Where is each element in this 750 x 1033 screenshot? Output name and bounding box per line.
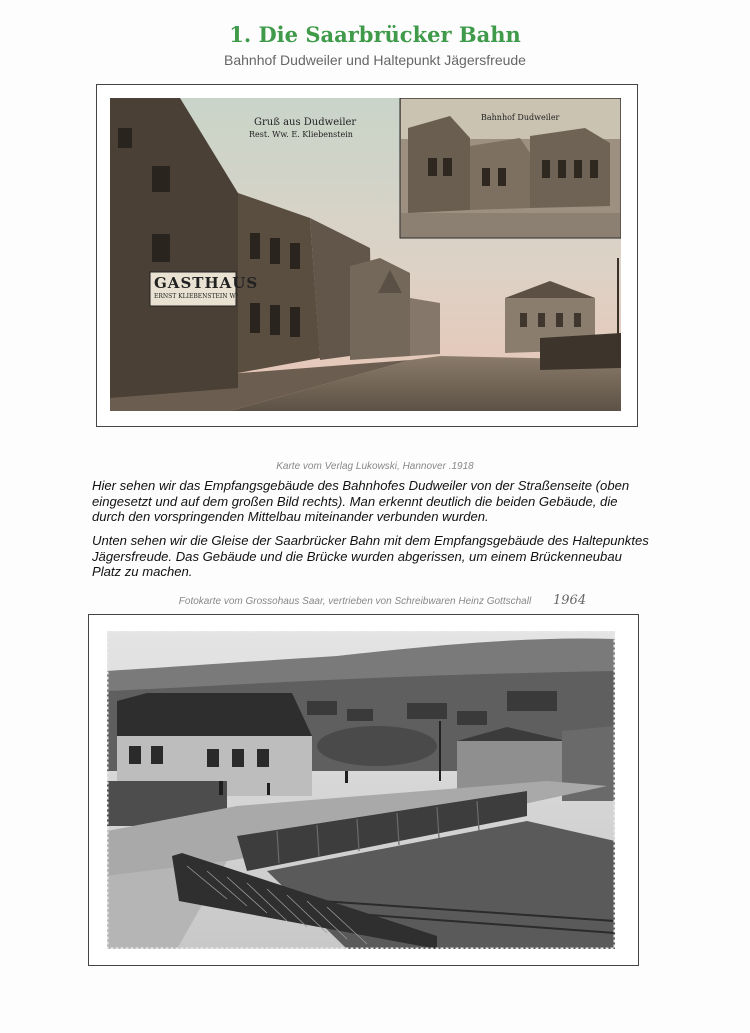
postcard-greeting: Gruß aus Dudweiler — [254, 117, 357, 128]
gasthaus-sign-sub: ERNST KLIEBENSTEIN Wᵉ — [154, 293, 238, 300]
postcard-jaegersfreude-image — [107, 631, 615, 949]
paragraph-2: Unten sehen wir die Gleise der Saarbrücker Bahn mit dem Empfangsgebäude des Haltepunktes Jägersfreude. Das Gebäude und die Brücke wurden abgerissen, um einem Brückenneubau Platz zu machen. — [92, 533, 649, 580]
postcard-greeting-sub: Rest. Ww. E. Kliebenstein — [249, 130, 353, 139]
page-title: 1. Die Saarbrücker Bahn — [229, 22, 521, 47]
page-subtitle: Bahnhof Dudweiler und Haltepunkt Jägersfreude — [224, 52, 526, 68]
inset-label: Bahnhof Dudweiler — [481, 113, 560, 122]
postcard-dudweiler-image — [110, 98, 621, 411]
handwritten-year: 1964 — [553, 593, 587, 608]
gasthaus-sign: GASTHAUS — [154, 274, 259, 292]
caption-bottom: Fotokarte vom Grossohaus Saar, vertrieben von Schreibwaren Heinz Gottschall — [178, 596, 532, 607]
paragraph-1: Hier sehen wir das Empfangsgebäude des Bahnhofes Dudweiler von der Straßenseite (oben eingesetzt und auf dem großen Bild rechts). Man erkennt deutlich die beiden Gebäude, die durch den vorspringenden Mittelbau miteinander verbunden wurden. — [92, 478, 630, 525]
caption-top: Karte vom Verlag Lukowski, Hannover .1918 — [276, 461, 474, 472]
